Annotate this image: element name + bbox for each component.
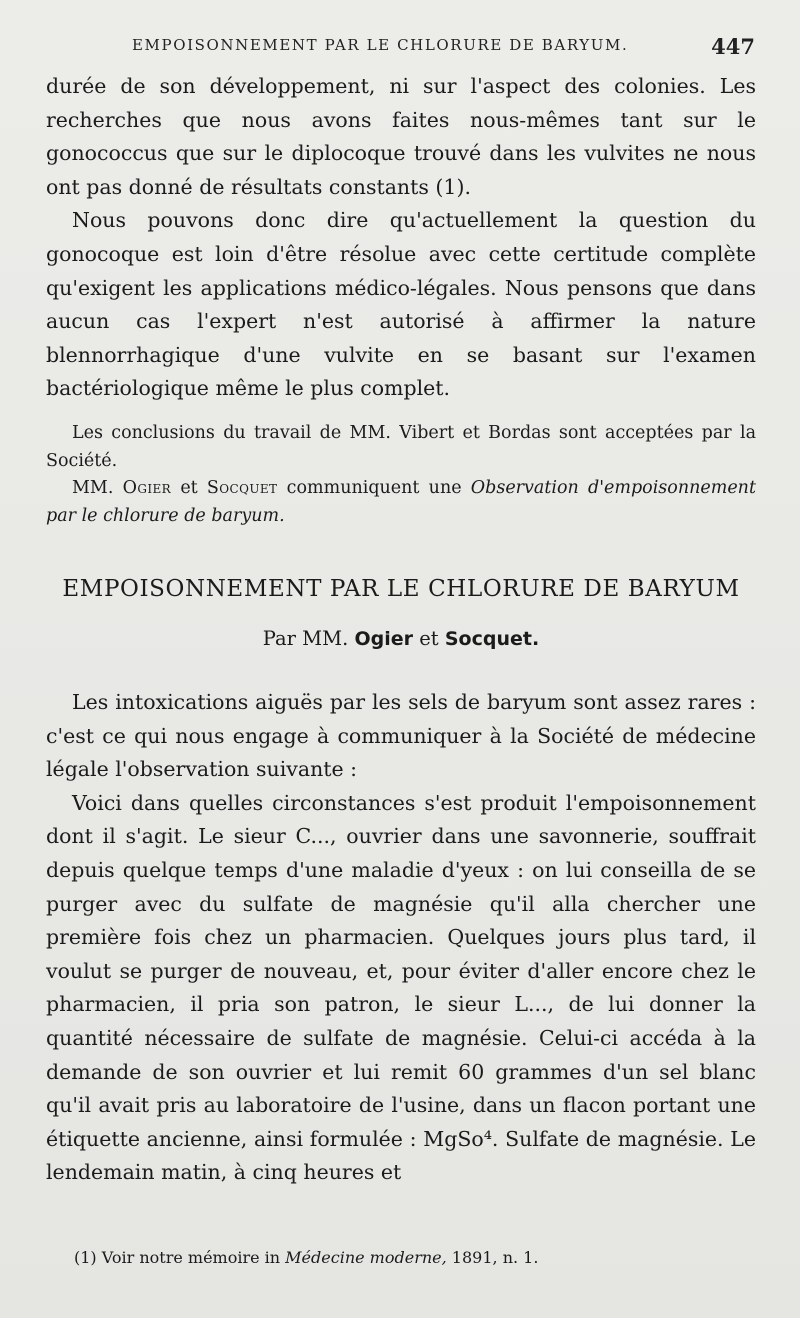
byline-prefix: Par MM. xyxy=(262,627,349,650)
article-paragraph-1: Les intoxications aiguës par les sels de baryum sont assez rares : c'est ce qui nous engage à communiquer à la Société de médecine légale l'observation suivante : xyxy=(46,690,756,782)
article-heading: EMPOISONNEMENT PAR LE CHLORURE DE BARYUM xyxy=(62,576,740,602)
article-paragraph-2: Voici dans quelles circonstances s'est produit l'empoisonnement dont il s'agit. Le sieur C..., ouvrier dans une savonnerie, souffrait depuis quelque temps d'une maladie d'yeux : on lui conseilla de se purger avec du sulfate de magnésie qu'il alla chercher une première fois chez un pharmacien. Quelques jours plus tard, il voulut se purger de nouveau, et, pour éviter d'aller encore chez le pharmacien, il pria son patron, le sieur L..., de lui donner la quantité nécessaire de sulfate de magnésie. Celui-ci accéda à la demande de son ouvrier et lui remit 60 grammes d'un sel blanc qu'il avait pris au laboratoire de l'usine, dans un flacon portant une étiquette ancienne, ainsi formulée : MgSo⁴. Sulfate de magnésie. Le lendemain matin, à cinq heures et xyxy=(46,790,756,1185)
continuation-paragraph-2: Nous pouvons donc dire qu'actuellement la question du gonocoque est loin d'être résolue avec cette certitude complète qu'exigent les applications médico-légales. Nous pensons que dans aucun cas l'expert n'est autorisé à affirmer la nature blennorrhagique d'une vulvite en se basant sur l'examen bactériologique même le plus complet. xyxy=(46,208,756,401)
page-number: 447 xyxy=(711,34,755,59)
observation-title: Observation d'empoisonnement par le chlorure de baryum. xyxy=(46,478,756,526)
minutes-and: et xyxy=(180,478,198,498)
minutes-prefix: MM. xyxy=(72,478,114,498)
footnote xyxy=(74,1248,764,1267)
article-byline xyxy=(46,627,756,650)
society-minutes xyxy=(46,420,756,530)
minutes-paragraph-1: Les conclusions du travail de MM. Vibert et Bordas sont acceptées par la Société. xyxy=(46,423,756,471)
author-name-socquet: Socquet xyxy=(206,478,278,498)
footnote-suffix: 1891, n. 1. xyxy=(451,1248,539,1267)
footnote-prefix: (1) Voir notre mémoire in xyxy=(74,1248,281,1267)
article-body xyxy=(46,686,756,1190)
continuation-text xyxy=(46,70,756,406)
running-title: EMPOISONNEMENT PAR LE CHLORURE DE BARYUM. xyxy=(132,36,629,54)
running-head xyxy=(0,34,800,60)
footnote-journal: Médecine moderne, xyxy=(285,1248,447,1267)
minutes-paragraph-2 xyxy=(46,475,756,530)
author-name-ogier: Ogier xyxy=(122,478,172,498)
byline-and: et xyxy=(419,627,439,650)
continuation-paragraph-1: durée de son développement, ni sur l'aspect des colonies. Les recherches que nous avons faites nous-mêmes tant sur le gonococcus que sur le diplocoque trouvé dans les vulvites ne nous ont pas donné de résultats constants (1). xyxy=(46,74,756,199)
minutes-verb: communiquent une xyxy=(286,478,462,498)
byline-author-1: Ogier xyxy=(354,628,414,650)
byline-author-2: Socquet. xyxy=(444,628,540,650)
